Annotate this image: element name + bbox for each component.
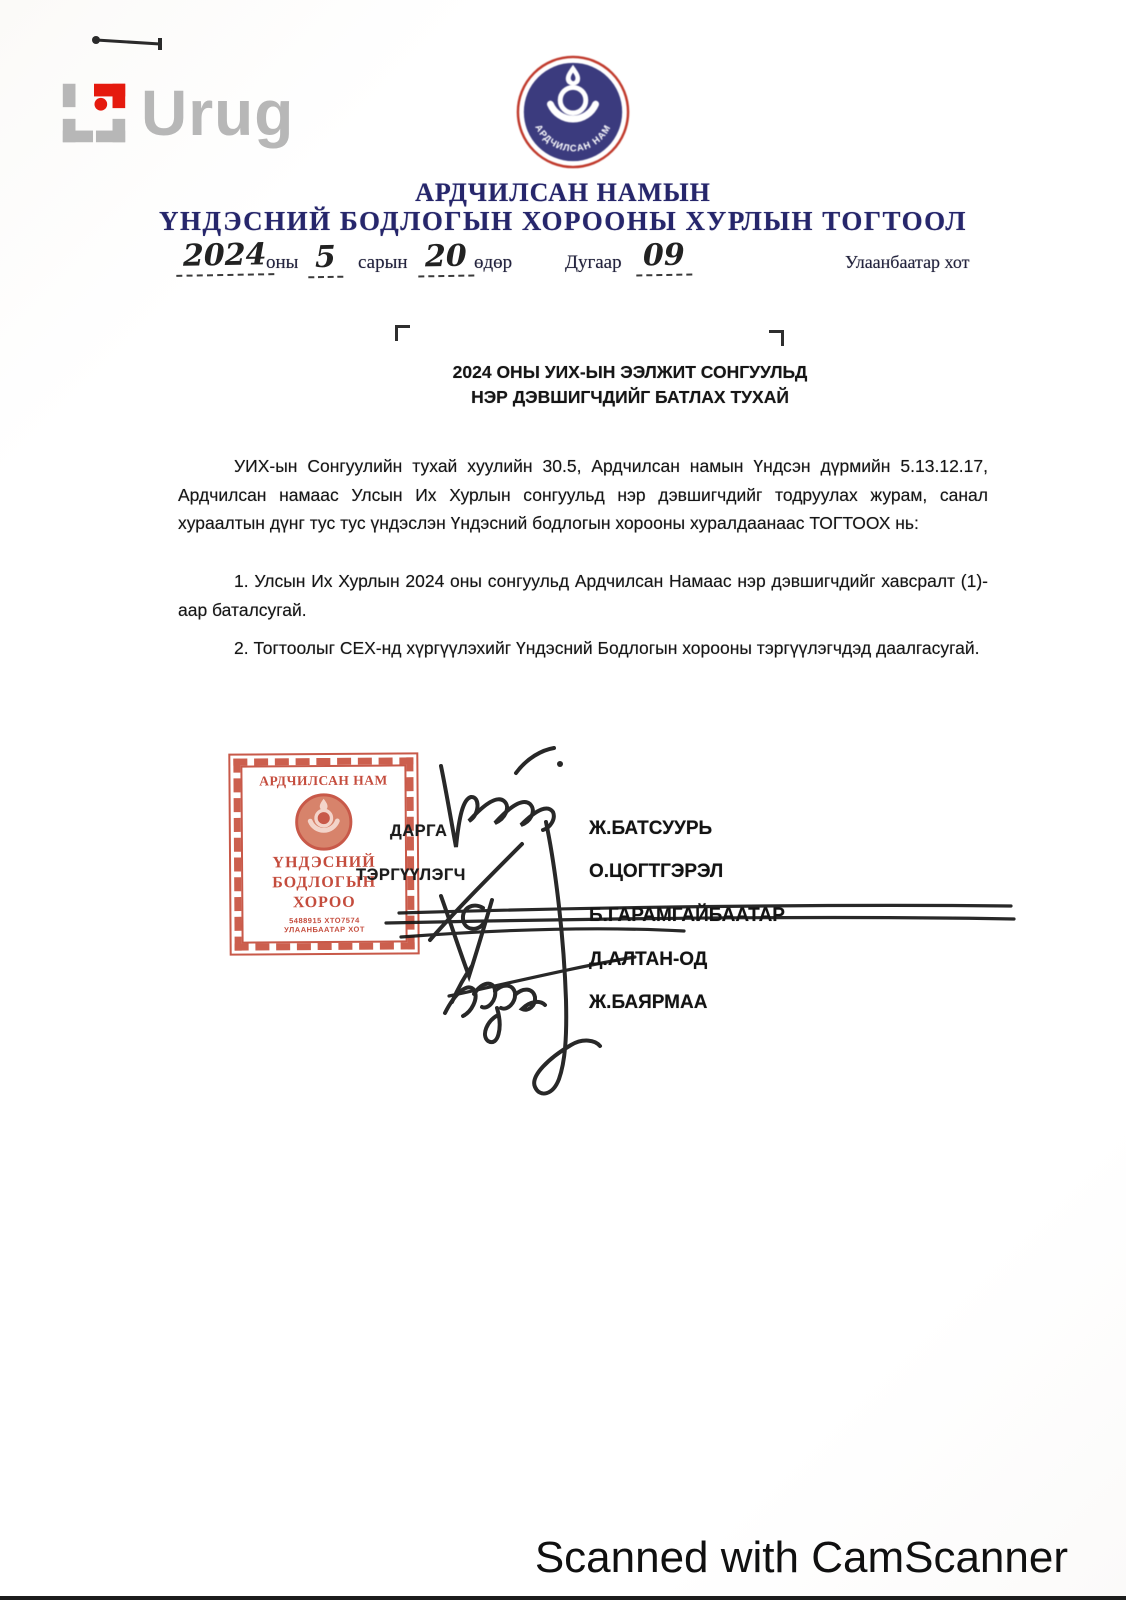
presidium-label: ТЭРГҮҮЛЭГЧ (356, 866, 466, 884)
doc-number-value: 09 (636, 238, 692, 277)
day-label: өдөр (474, 252, 513, 273)
preamble-paragraph: УИХ-ын Сонгуулийн тухай хуулийн 30.5, Ардчилсан намын Үндсэн дүрмийн 5.13.12.17, Ардчилсан намаас Улсын Их Хурлын сонгуульд нэр дэвшигчдийг тодруулах журам, санал хураалтын дүнг тус тус үндэслэн Үндэсний бодлогын хорооны хуралдаанаас ТОГТООХ нь: (178, 456, 988, 533)
doc-title (340, 360, 920, 410)
signatory-name: О.ЦОГТГЭРЭЛ (589, 861, 724, 882)
month-label: сарын (358, 252, 408, 273)
logo-curved-text: АРДЧИЛСАН НАМ (533, 122, 613, 154)
signatory-name: Д.АЛТАН-ОД (589, 949, 708, 970)
urug-watermark (55, 74, 294, 152)
city-label: Улаанбаатар хот (845, 252, 970, 272)
title-line2: НЭР ДЭВШИГЧДИЙГ БАТЛАХ ТУХАЙ (471, 387, 789, 407)
chairman-label: ДАРГА (390, 822, 448, 840)
stamp-org-line1: ҮНДЭСНИЙ (272, 853, 376, 872)
logo-sun-icon (560, 87, 586, 113)
doc-number-label: Дугаар (565, 252, 622, 273)
crop-mark-right (769, 330, 784, 346)
title-line1: 2024 ОНЫ УИХ-ЫН ЭЭЛЖИТ СОНГУУЛЬД (452, 362, 808, 382)
signatory-name: Ж.БАТСУУРЬ (589, 818, 713, 839)
day-value: 20 (418, 239, 474, 278)
year-label: оны (266, 252, 299, 273)
signatory-name: Ж.БАЯРМАА (589, 992, 708, 1013)
stamp-emblem-icon (293, 791, 355, 853)
stamp-org-line2: БОДЛОГЫН (272, 873, 377, 892)
bottom-edge-line (0, 1596, 1126, 1600)
stamp-reg-line2: УЛААНБААТАР ХОТ (284, 924, 365, 935)
stamp-party-name: АРДЧИЛСАН НАМ (259, 772, 388, 789)
org-name-line2: ҮНДЭСНИЙ БОДЛОГЫН ХОРООНЫ ХУРЛЫН ТОГТООЛ (159, 206, 967, 236)
stamp-org-line3: ХОРОО (292, 893, 356, 912)
year-value: 2024 (176, 237, 274, 277)
resolution-item-1: 1. Улсын Их Хурлын 2024 оны сонгуульд Ардчилсан Намаас нэр дэвшигчдийг хавсралт (1)-аар баталсугай. (178, 571, 988, 620)
party-logo (514, 53, 632, 171)
resolution-item-2: 2. Тогтоолыг СЕХ-нд хүргүүлэхийг Үндэсний Бодлогын хорооны тэргүүлэгчдэд даалгасугай. (234, 638, 980, 658)
month-value: 5 (308, 240, 344, 279)
staple-mark (88, 28, 178, 56)
camscanner-footer: Scanned with CamScanner (534, 1533, 1068, 1582)
org-name-line1: АРДЧИЛСАН НАМЫН (415, 178, 711, 207)
urug-wordmark: Urug (141, 77, 295, 149)
official-stamp (228, 752, 419, 955)
signatory-name: Б.ГАРАМГАЙБААТАР (589, 905, 785, 926)
stamp-reg-line1: 5488915 ХТО7574 (289, 915, 360, 926)
urug-icon (55, 74, 133, 152)
crop-mark-left (395, 325, 410, 341)
